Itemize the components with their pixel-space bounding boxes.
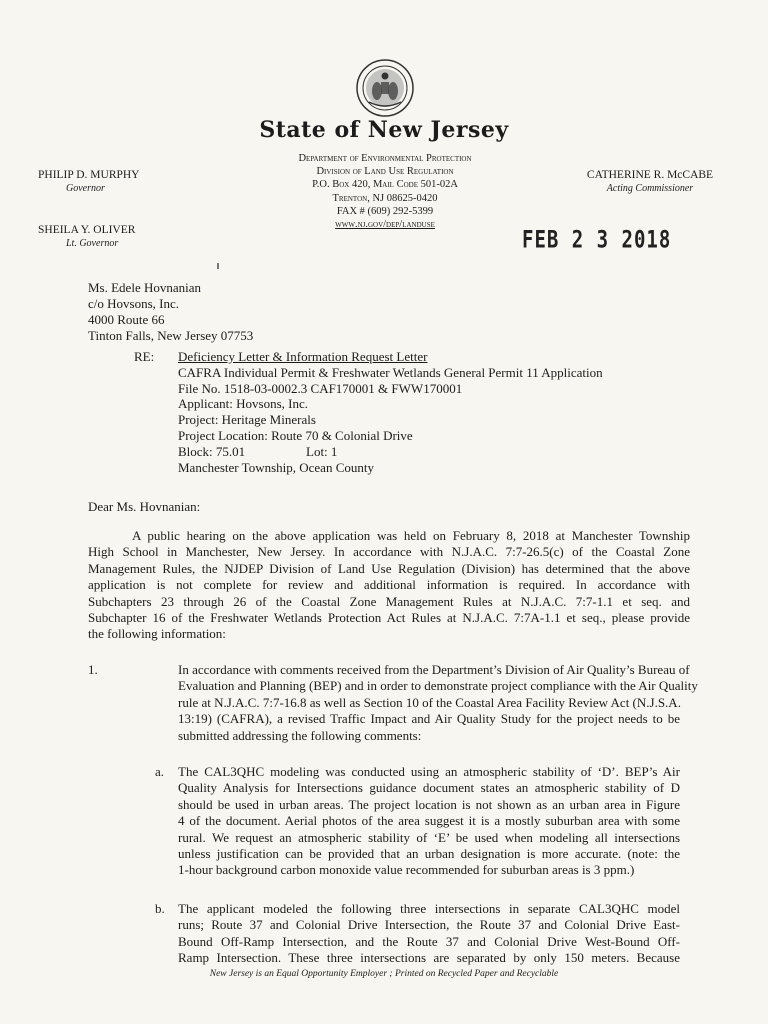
intro-line: Management Rules, the NJDEP Division of Land Use Regulation (Division) has determined that the above <box>88 560 690 576</box>
intro-line: application is not complete for review and additional information is required. In accordance with <box>88 577 690 593</box>
lt-governor-title: Lt. Governor <box>66 238 119 249</box>
governor-block <box>38 168 140 196</box>
sub-item-a-text <box>178 764 680 879</box>
department-address-block <box>230 152 540 231</box>
commissioner-name: CATHERINE R. McCABE <box>586 169 714 181</box>
sub-item-a-line: unless justification can be provided that an urban designation is more accurate. (note: the <box>178 846 680 862</box>
date-stamp: FEB 2 3 2018 <box>522 226 672 254</box>
re-block-lot <box>178 444 603 460</box>
division-name: Division of Land Use Regulation <box>316 166 454 178</box>
sub-item-b-line: runs; Route 37 and Colonial Drive Intersection, the Route 37 and Colonial Drive East- <box>178 917 680 933</box>
intro-line: the following information: <box>88 626 226 642</box>
po-box: P.O. Box 420, Mail Code 501-02A <box>312 179 458 191</box>
lt-governor-name: SHEILA Y. OLIVER <box>38 224 136 236</box>
re-project: Project: Heritage Minerals <box>178 412 316 428</box>
re-file-number: File No. 1518-03-0002.3 CAF170001 & FWW170001 <box>178 380 463 396</box>
recipient-street: 4000 Route 66 <box>88 312 165 327</box>
city-zip: Trenton, NJ 08625-0420 <box>332 192 438 204</box>
recipient-address <box>88 280 253 344</box>
sub-item-a-line: The CAL3QHC modeling was conducted using an atmospheric stability of ‘D’. BEP’s Air <box>178 764 680 779</box>
item-1-line: submitted addressing the following comments: <box>178 727 422 743</box>
sub-item-a-label: a. <box>155 764 165 779</box>
footer-note: New Jersey is an Equal Opportunity Employer ; Printed on Recycled Paper and Recyclable <box>209 969 559 979</box>
re-lot: Lot: 1 <box>306 443 338 459</box>
item-1-line: Evaluation and Planning (BEP) and in order to demonstrate project compliance with the Air Quality <box>178 678 698 694</box>
intro-paragraph <box>88 528 690 643</box>
re-subject: Deficiency Letter & Information Request Letter <box>178 349 428 364</box>
intro-line: High School in Manchester, New Jersey. In accordance with N.J.A.C. 7:7-26.5(c) of the Coastal Zone <box>88 544 690 560</box>
commissioner-block <box>575 168 725 196</box>
re-township: Manchester Township, Ocean County <box>178 459 374 475</box>
sub-item-b-line: Ramp Intersection. These three intersections are separated by only 150 meters. Because <box>178 950 680 966</box>
item-1-line: rule at N.J.A.C. 7:7-16.8 as well as Section 10 of the Coastal Area Facility Review Act (N.J.S.A. <box>178 694 681 710</box>
item-1-line: In accordance with comments received from the Department’s Division of Air Quality’s Bureau of <box>178 662 690 677</box>
intro-line: Subchapters 23 through 26 of the Coastal Zone Management Rules at N.J.A.C. 7:7-1.1 et seq. and <box>88 593 690 609</box>
recipient-name: Ms. Edele Hovnanian <box>88 280 202 295</box>
re-block: Block: 75.01 <box>178 443 246 459</box>
re-details <box>178 349 603 475</box>
recipient-city: Tinton Falls, New Jersey 07753 <box>88 328 254 343</box>
governor-title: Governor <box>66 183 105 194</box>
re-project-location: Project Location: Route 70 & Colonial Drive <box>178 427 413 443</box>
sub-item-a-line: rural. We request an atmospheric stability of ‘E’ be used when modeling all intersections <box>178 829 680 845</box>
intro-line: A public hearing on the above application was held on February 8, 2018 at Manchester Township <box>132 528 690 543</box>
re-label: RE: <box>134 349 155 364</box>
recipient-company: c/o Hovsons, Inc. <box>88 296 179 311</box>
sub-item-b-line: Bound Off-Ramp Intersection, and the Route 37 and Colonial Drive West-Bound Off- <box>178 933 680 949</box>
item-1-number: 1. <box>88 662 98 677</box>
item-1-text <box>178 662 698 744</box>
commissioner-title: Acting Commissioner <box>606 183 694 194</box>
lt-governor-block <box>38 223 135 251</box>
salutation: Dear Ms. Hovnanian: <box>88 499 201 514</box>
department-name: Department of Environmental Protection <box>298 153 472 164</box>
sub-item-a-line: 4 of the document. Aerial photos of the area suggest it is a mostly suburban area with some <box>178 813 680 829</box>
sub-item-a-line: Quality Analysis for Intersections guidance document states an atmospheric stability of D <box>178 780 680 796</box>
intro-line: Subchapter 16 of the Freshwater Wetlands Protection Act Rules at N.J.A.C. 7:7A-1.1 et seq., please provide <box>88 610 690 626</box>
re-permit-line: CAFRA Individual Permit & Freshwater Wetlands General Permit 11 Application <box>178 364 603 380</box>
sub-item-b-text <box>178 901 680 967</box>
sub-item-b-line: The applicant modeled the following three intersections in separate CAL3QHC model <box>178 901 680 916</box>
governor-name: PHILIP D. MURPHY <box>38 169 140 181</box>
item-1-line: 13:19) (CAFRA), a revised Traffic Impact and Air Quality Study for the project needs to be <box>178 711 680 727</box>
state-seal-icon <box>355 58 415 118</box>
re-applicant: Applicant: Hovsons, Inc. <box>178 396 308 412</box>
sub-item-a-line: 1-hour background carbon monoxide value recommended for suburban areas is 3 ppm.) <box>178 862 635 878</box>
sub-item-b-label: b. <box>155 901 165 916</box>
fax-number: FAX # (609) 292-5399 <box>336 205 434 217</box>
sub-item-a-line: should be used in urban areas. The project location is not shown as an urban area in Figure <box>178 796 680 812</box>
state-name-heading: State of New Jersey <box>259 117 509 143</box>
scan-mark <box>217 263 219 269</box>
division-website-link[interactable]: www.nj.gov/dep/landuse <box>335 219 435 231</box>
